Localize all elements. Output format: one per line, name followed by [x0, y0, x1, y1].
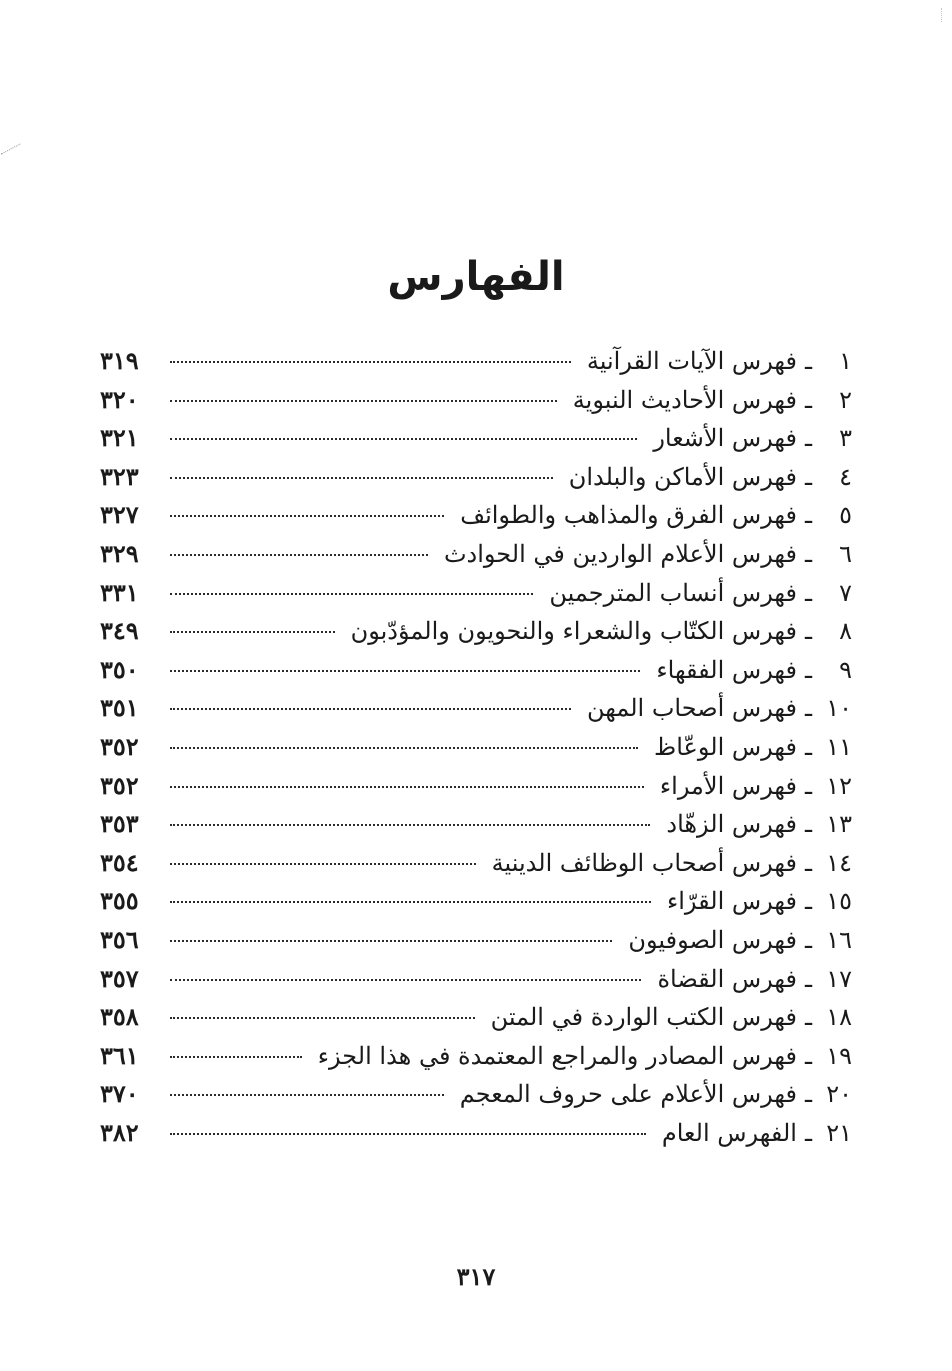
toc-entry	[100, 458, 852, 497]
toc-entry	[100, 651, 852, 690]
toc-entry	[100, 689, 852, 728]
entry-separator: ـ	[804, 617, 812, 646]
table-of-contents	[100, 342, 852, 1152]
entry-title: فهرس أنساب المترجمين	[549, 578, 797, 607]
entry-page-number: ٣١٩	[100, 346, 139, 375]
toc-entry	[100, 1037, 852, 1076]
toc-entry	[100, 496, 852, 535]
entry-title: فهرس القرّاء	[666, 887, 797, 916]
entry-number: ١١	[826, 732, 852, 761]
entry-title: فهرس الكتب الواردة في المتن	[490, 1003, 797, 1032]
toc-entry	[100, 960, 852, 999]
entry-title: الفهرس العام	[661, 1118, 797, 1147]
entry-number: ١٥	[826, 887, 852, 916]
dot-leader	[170, 477, 553, 479]
dot-leader	[170, 863, 476, 865]
entry-number: ١	[839, 347, 852, 375]
toc-entry	[100, 1114, 852, 1153]
dot-leader	[170, 593, 533, 595]
toc-entry	[100, 612, 852, 651]
entry-title: فهرس الوعّاظ	[654, 732, 797, 761]
dot-leader	[170, 979, 641, 981]
dot-leader	[170, 747, 638, 749]
toc-entry	[100, 805, 852, 844]
toc-entry	[100, 1075, 852, 1114]
entry-number: ١٧	[826, 964, 852, 993]
entry-separator: ـ	[804, 1041, 812, 1070]
entry-number: ١٤	[826, 848, 852, 877]
dot-leader	[170, 940, 612, 942]
entry-title: فهرس الزهّاد	[666, 810, 797, 839]
entry-number: ١٩	[826, 1041, 852, 1070]
entry-separator: ـ	[804, 655, 812, 684]
toc-entry	[100, 921, 852, 960]
toc-entry	[100, 535, 852, 574]
entry-page-number: ٣٥٦	[100, 924, 139, 954]
page-title: الفهارس	[387, 253, 565, 300]
toc-entry	[100, 342, 852, 381]
entry-title: فهرس الأحاديث النبوية	[572, 385, 797, 414]
entry-number: ١٢	[826, 771, 852, 800]
entry-page-number: ٣٥٢	[100, 731, 139, 761]
dot-leader	[170, 400, 557, 402]
entry-page-number: ٣٢١	[100, 423, 139, 453]
entry-number: ٨	[839, 617, 852, 646]
entry-page-number: ٣٥٥	[100, 886, 139, 916]
toc-entry	[100, 882, 852, 921]
entry-title: فهرس الصوفيون	[628, 925, 797, 954]
dot-leader	[170, 438, 637, 440]
entry-number: ٢	[839, 385, 852, 414]
entry-number: ١٠	[826, 694, 852, 723]
entry-number: ٥	[839, 501, 852, 530]
entry-separator: ـ	[804, 539, 812, 568]
entry-separator: ـ	[804, 694, 812, 723]
page-number: ٣١٧	[456, 1262, 496, 1291]
entry-title: فهرس الآيات القرآنية	[586, 347, 797, 375]
dot-leader	[170, 554, 428, 556]
entry-title: فهرس أصحاب الوظائف الدينية	[491, 848, 797, 877]
entry-title: فهرس المصادر والمراجع المعتمدة في هذا الجزء	[317, 1041, 797, 1070]
entry-title: فهرس أصحاب المهن	[587, 694, 797, 723]
entry-title: فهرس الأماكن والبلدان	[568, 462, 797, 491]
dot-leader	[170, 786, 644, 788]
entry-page-number: ٣٢٣	[100, 461, 139, 491]
entry-number: ٣	[839, 424, 852, 453]
entry-page-number: ٣٢٩	[100, 538, 139, 568]
dot-leader	[170, 515, 444, 517]
entry-separator: ـ	[804, 462, 812, 491]
entry-page-number: ٣٥٨	[100, 1002, 139, 1032]
entry-title: فهرس الأشعار	[653, 424, 797, 453]
entry-number: ٢٠	[826, 1080, 852, 1109]
entry-number: ١٦	[826, 925, 852, 954]
entry-title: فهرس الأعلام على حروف المعجم	[459, 1080, 797, 1109]
entry-title: فهرس الفقهاء	[656, 655, 797, 684]
scan-artifact	[1, 143, 26, 163]
entry-separator: ـ	[804, 732, 812, 761]
entry-separator: ـ	[804, 1003, 812, 1032]
entry-title: فهرس الأمراء	[659, 771, 797, 800]
toc-entry	[100, 844, 852, 883]
entry-separator: ـ	[804, 424, 812, 453]
dot-leader	[170, 708, 571, 710]
entry-separator: ـ	[804, 347, 812, 375]
entry-number: ٦	[839, 539, 852, 568]
entry-page-number: ٣٢٧	[100, 500, 139, 530]
entry-separator: ـ	[804, 1080, 812, 1109]
entry-number: ٢١	[826, 1118, 852, 1147]
entry-page-number: ٣٧٠	[100, 1079, 139, 1109]
dot-leader	[170, 1056, 302, 1058]
dot-leader	[170, 901, 651, 903]
toc-entry	[100, 998, 852, 1037]
entry-number: ٩	[839, 655, 852, 684]
dot-leader	[170, 824, 650, 826]
dot-leader	[170, 361, 571, 363]
dot-leader	[170, 1133, 646, 1135]
entry-page-number: ٣٣١	[100, 577, 139, 607]
entry-page-number: ٣٥١	[100, 693, 139, 723]
entry-separator: ـ	[804, 887, 812, 916]
dot-leader	[170, 670, 640, 672]
entry-page-number: ٣٥٧	[100, 963, 139, 993]
entry-page-number: ٣٤٩	[100, 616, 139, 646]
entry-separator: ـ	[804, 501, 812, 530]
toc-entry	[100, 574, 852, 613]
entry-title: فهرس الأعلام الواردين في الحوادث	[443, 539, 797, 568]
entry-page-number: ٣٢٠	[100, 384, 139, 414]
entry-separator: ـ	[804, 578, 812, 607]
dot-leader	[170, 631, 335, 633]
entry-separator: ـ	[804, 925, 812, 954]
entry-page-number: ٣٥٤	[100, 847, 139, 877]
entry-separator: ـ	[804, 810, 812, 839]
entry-page-number: ٣٥٠	[100, 654, 139, 684]
entry-title: فهرس القضاة	[657, 964, 797, 993]
entry-page-number: ٣٥٢	[100, 770, 139, 800]
entry-page-number: ٣٦١	[100, 1040, 139, 1070]
entry-separator: ـ	[804, 1118, 812, 1147]
entry-separator: ـ	[804, 771, 812, 800]
entry-page-number: ٣٥٣	[100, 809, 139, 839]
scan-artifact-corner	[927, 8, 942, 22]
toc-entry	[100, 767, 852, 806]
dot-leader	[170, 1094, 444, 1096]
entry-number: ٤	[839, 462, 852, 491]
entry-number: ١٨	[826, 1003, 852, 1032]
entry-number: ٧	[839, 578, 852, 607]
entry-separator: ـ	[804, 385, 812, 414]
toc-entry	[100, 728, 852, 767]
entry-separator: ـ	[804, 848, 812, 877]
entry-title: فهرس الفرق والمذاهب والطوائف	[460, 501, 797, 530]
entry-page-number: ٣٨٢	[100, 1117, 139, 1147]
entry-number: ١٣	[826, 810, 852, 839]
entry-separator: ـ	[804, 964, 812, 993]
entry-title: فهرس الكتّاب والشعراء والنحويون والمؤدّبون	[350, 617, 797, 646]
toc-entry	[100, 419, 852, 458]
dot-leader	[170, 1017, 475, 1019]
toc-entry	[100, 381, 852, 420]
